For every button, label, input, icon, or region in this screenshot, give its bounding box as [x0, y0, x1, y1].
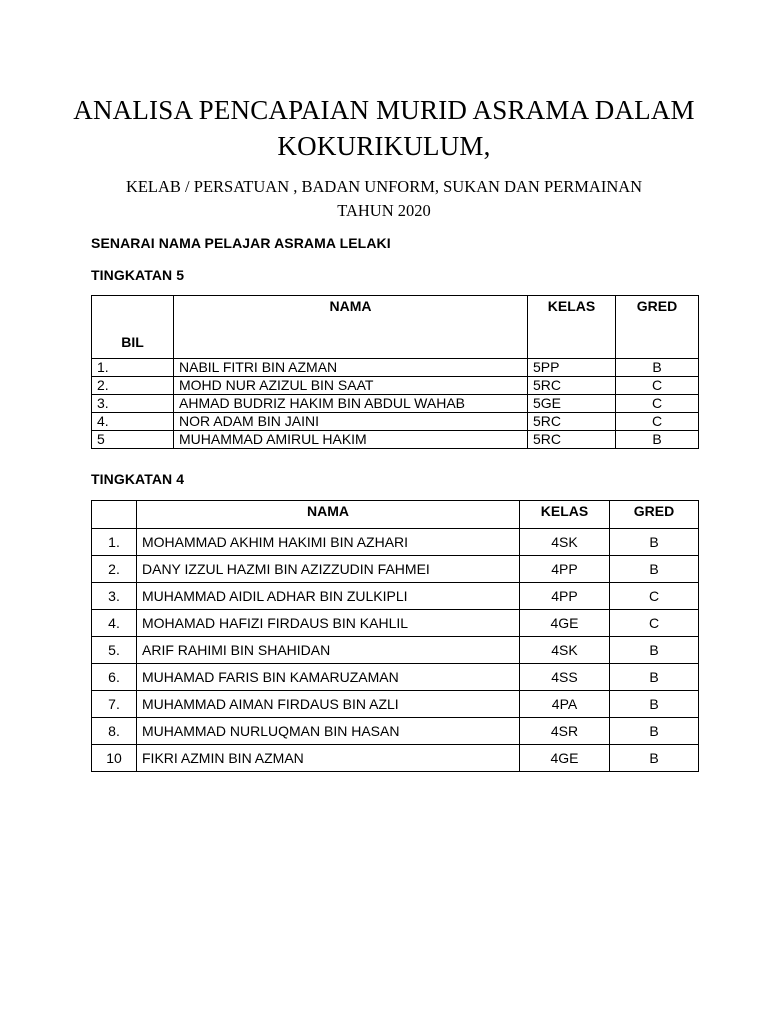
cell-kelas: 5RC — [528, 413, 616, 431]
cell-kelas: 4PP — [520, 583, 610, 610]
cell-kelas: 4SK — [520, 529, 610, 556]
cell-gred: B — [610, 664, 699, 691]
cell-bil: 4. — [92, 413, 174, 431]
table-row — [92, 637, 699, 664]
cell-nama: NOR ADAM BIN JAINI — [174, 413, 528, 431]
cell-nama: MUHAMMAD AMIRUL HAKIM — [174, 431, 528, 449]
cell-bil: 8. — [92, 718, 137, 745]
cell-kelas: 4PP — [520, 556, 610, 583]
cell-nama: MUHAMMAD AIMAN FIRDAUS BIN AZLI — [137, 691, 520, 718]
tingkatan-5-table — [91, 295, 699, 449]
header-nama: NAMA — [174, 296, 528, 359]
cell-kelas: 5GE — [528, 395, 616, 413]
cell-gred: B — [616, 431, 699, 449]
cell-bil: 3. — [92, 395, 174, 413]
tingkatan-4-label: TINGKATAN 4 — [91, 471, 185, 487]
table-header-row — [92, 501, 699, 529]
subtitle-line-2: TAHUN 2020 — [337, 201, 431, 220]
table-row — [92, 691, 699, 718]
table-row — [92, 395, 699, 413]
cell-kelas: 4GE — [520, 610, 610, 637]
cell-bil: 1. — [92, 529, 137, 556]
cell-gred: C — [616, 413, 699, 431]
title-line-1: ANALISA PENCAPAIAN MURID ASRAMA DALAM — [73, 95, 695, 125]
cell-gred: C — [610, 583, 699, 610]
cell-bil: 7. — [92, 691, 137, 718]
cell-bil: 6. — [92, 664, 137, 691]
table-row — [92, 529, 699, 556]
cell-bil: 10 — [92, 745, 137, 772]
cell-gred: B — [610, 529, 699, 556]
table-header-row — [92, 296, 699, 359]
tingkatan-4-table — [91, 500, 699, 772]
cell-kelas: 4SK — [520, 637, 610, 664]
cell-gred: B — [610, 556, 699, 583]
cell-gred: B — [610, 637, 699, 664]
cell-gred: B — [610, 691, 699, 718]
cell-bil: 2. — [92, 377, 174, 395]
cell-nama: MOHD NUR AZIZUL BIN SAAT — [174, 377, 528, 395]
cell-kelas: 4SR — [520, 718, 610, 745]
cell-nama: MUHAMMAD AIDIL ADHAR BIN ZULKIPLI — [137, 583, 520, 610]
cell-bil: 2. — [92, 556, 137, 583]
header-kelas: KELAS — [520, 501, 610, 529]
cell-gred: B — [616, 359, 699, 377]
table-row — [92, 431, 699, 449]
header-gred: GRED — [616, 296, 699, 359]
table-row — [92, 610, 699, 637]
cell-gred: B — [610, 718, 699, 745]
header-bil: BIL — [92, 296, 174, 359]
cell-bil: 1. — [92, 359, 174, 377]
cell-bil: 4. — [92, 610, 137, 637]
cell-kelas: 5RC — [528, 377, 616, 395]
cell-gred: C — [616, 377, 699, 395]
table-row — [92, 556, 699, 583]
cell-kelas: 5RC — [528, 431, 616, 449]
table-row — [92, 413, 699, 431]
cell-nama: MOHAMAD HAFIZI FIRDAUS BIN KAHLIL — [137, 610, 520, 637]
cell-nama: AHMAD BUDRIZ HAKIM BIN ABDUL WAHAB — [174, 395, 528, 413]
cell-nama: MOHAMMAD AKHIM HAKIMI BIN AZHARI — [137, 529, 520, 556]
header-nama: NAMA — [137, 501, 520, 529]
header-gred: GRED — [610, 501, 699, 529]
document-subtitle — [70, 175, 698, 223]
table-row — [92, 583, 699, 610]
table-row — [92, 359, 699, 377]
cell-nama: MUHAMMAD NURLUQMAN BIN HASAN — [137, 718, 520, 745]
header-kelas: KELAS — [528, 296, 616, 359]
cell-gred: C — [610, 610, 699, 637]
header-bil — [92, 501, 137, 529]
cell-nama: DANY IZZUL HAZMI BIN AZIZZUDIN FAHMEI — [137, 556, 520, 583]
cell-nama: ARIF RAHIMI BIN SHAHIDAN — [137, 637, 520, 664]
cell-gred: B — [610, 745, 699, 772]
cell-kelas: 5PP — [528, 359, 616, 377]
table-row — [92, 664, 699, 691]
cell-gred: C — [616, 395, 699, 413]
cell-nama: FIKRI AZMIN BIN AZMAN — [137, 745, 520, 772]
cell-kelas: 4PA — [520, 691, 610, 718]
document-title — [60, 92, 708, 164]
cell-bil: 5 — [92, 431, 174, 449]
list-heading: SENARAI NAMA PELAJAR ASRAMA LELAKI — [91, 235, 391, 251]
tingkatan-5-label: TINGKATAN 5 — [91, 267, 185, 283]
cell-nama: NABIL FITRI BIN AZMAN — [174, 359, 528, 377]
cell-kelas: 4GE — [520, 745, 610, 772]
table-row — [92, 718, 699, 745]
cell-nama: MUHAMAD FARIS BIN KAMARUZAMAN — [137, 664, 520, 691]
subtitle-line-1: KELAB / PERSATUAN , BADAN UNFORM, SUKAN DAN PERMAINAN — [125, 177, 643, 196]
cell-bil: 3. — [92, 583, 137, 610]
cell-bil: 5. — [92, 637, 137, 664]
table-row — [92, 377, 699, 395]
table-row — [92, 745, 699, 772]
cell-kelas: 4SS — [520, 664, 610, 691]
title-line-2: KOKURIKULUM, — [277, 131, 491, 161]
